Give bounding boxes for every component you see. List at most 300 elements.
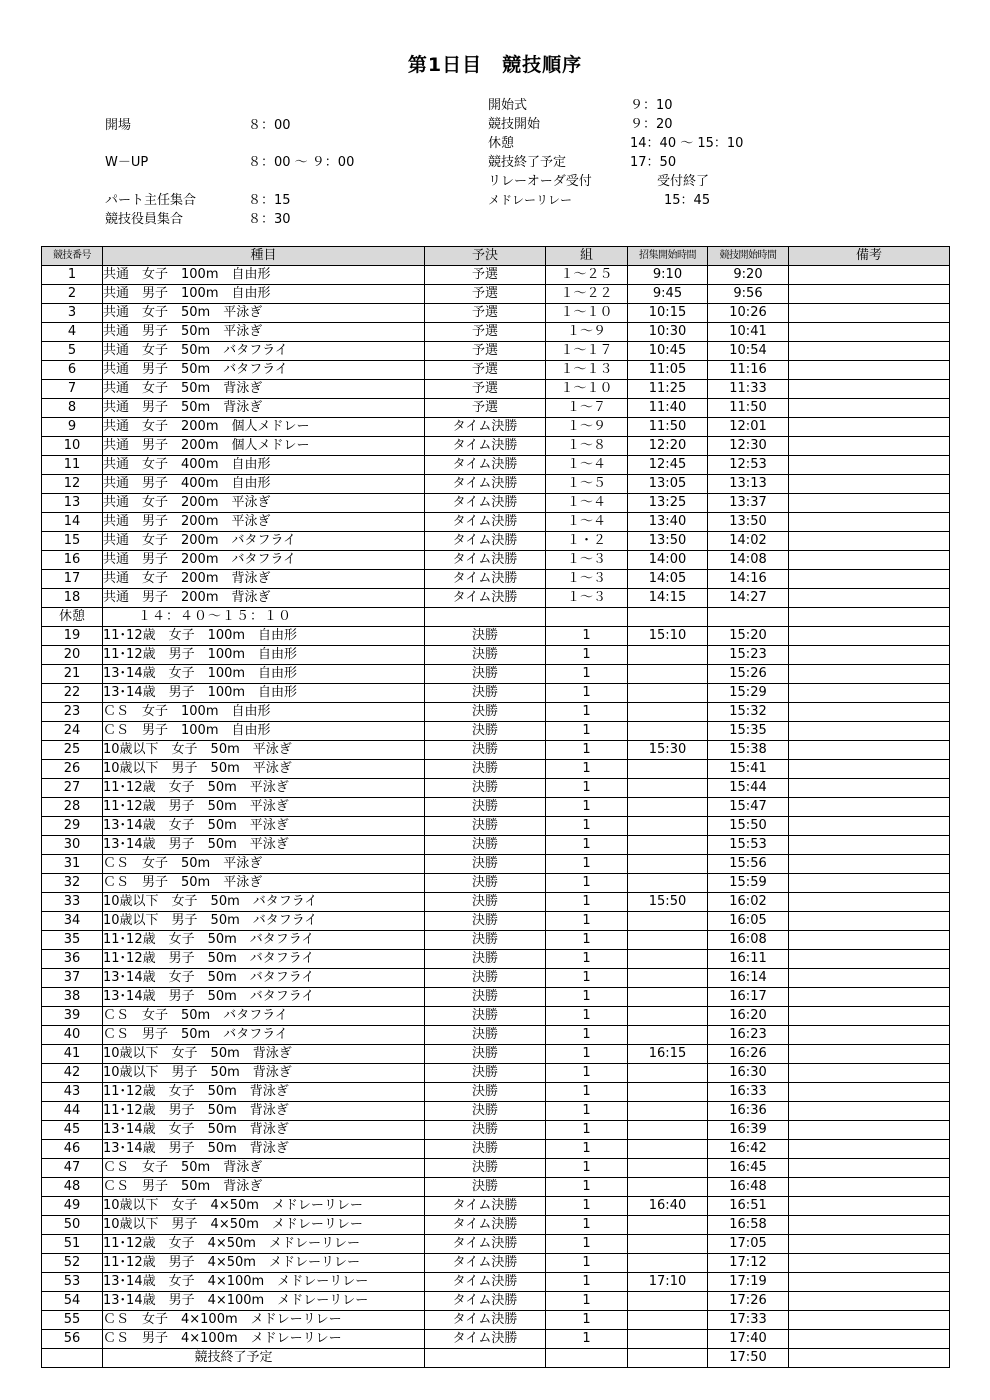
table-row [42,570,950,589]
notes-cell [789,304,950,323]
event-number-cell: 56 [42,1330,103,1349]
round-cell: タイム決勝 [425,570,546,589]
event-name-cell: 13･14歳 女子 50m 平泳ぎ [103,817,425,836]
heat-cell: １～８ [546,437,628,456]
call-time-cell: 15:10 [628,627,708,646]
start-time-cell: 10:26 [708,304,789,323]
notes-cell [789,1273,950,1292]
event-name-cell: 10歳以下 男子 50m 平泳ぎ [103,760,425,779]
heat-cell: 1 [546,1311,628,1330]
heat-cell: 1 [546,722,628,741]
round-cell: 決勝 [425,665,546,684]
end-label: 競技終了予定 [103,1349,425,1368]
notes-cell [789,1121,950,1140]
table-row [42,950,950,969]
event-number-cell: 16 [42,551,103,570]
event-name-cell: 13･14歳 女子 4×100m メドレーリレー [103,1273,425,1292]
event-name-cell: ＣＳ 女子 50m 平泳ぎ [103,855,425,874]
round-cell: 決勝 [425,1159,546,1178]
round-cell: 決勝 [425,627,546,646]
event-number-cell: 40 [42,1026,103,1045]
round-cell: タイム決勝 [425,418,546,437]
notes-cell [789,1254,950,1273]
table-row [42,969,950,988]
event-name-cell: 10歳以下 女子 4×50m メドレーリレー [103,1197,425,1216]
notes-cell [789,437,950,456]
notes-cell [789,285,950,304]
table-row [42,1083,950,1102]
round-cell: 決勝 [425,779,546,798]
round-cell: 予選 [425,361,546,380]
notes-cell [789,418,950,437]
table-row [42,760,950,779]
table-row [42,779,950,798]
schedule-label: W－UP [105,155,149,170]
table-row [42,399,950,418]
start-time-cell: 15:59 [708,874,789,893]
round-cell: タイム決勝 [425,532,546,551]
event-name-cell: 共通 男子 200m 平泳ぎ [103,513,425,532]
heat-cell: １～４ [546,513,628,532]
notes-cell [789,1064,950,1083]
table-row [42,741,950,760]
notes-cell [789,836,950,855]
schedule-label: 競技終了予定 [488,155,567,170]
start-time-cell: 16:48 [708,1178,789,1197]
event-name-cell: ＣＳ 男子 100m 自由形 [103,722,425,741]
notes-cell [789,988,950,1007]
start-time-cell: 16:51 [708,1197,789,1216]
call-time-cell: 13:50 [628,532,708,551]
call-time-cell [628,1121,708,1140]
notes-cell [789,589,950,608]
start-time-cell: 15:23 [708,646,789,665]
notes-cell [789,665,950,684]
call-time-cell: 11:40 [628,399,708,418]
table-row [42,893,950,912]
round-cell: 予選 [425,266,546,285]
event-name-cell: 11･12歳 女子 50m バタフライ [103,931,425,950]
round-cell: タイム決勝 [425,1311,546,1330]
notes-cell [789,475,950,494]
round-cell: タイム決勝 [425,1273,546,1292]
start-time-cell: 15:50 [708,817,789,836]
event-name-cell: 共通 女子 400m 自由形 [103,456,425,475]
round-cell: 決勝 [425,912,546,931]
heat-cell: １～３ [546,570,628,589]
start-time-cell: 17:33 [708,1311,789,1330]
event-name-cell: ＣＳ 女子 100m 自由形 [103,703,425,722]
call-time-cell: 16:15 [628,1045,708,1064]
notes-cell [789,912,950,931]
notes-cell [789,722,950,741]
round-cell: 決勝 [425,760,546,779]
event-number-cell: 44 [42,1102,103,1121]
start-time-cell: 9:20 [708,266,789,285]
schedule-value: 14：40 ～ 15：10 [630,136,744,151]
call-time-cell [628,1026,708,1045]
call-time-cell [628,1330,708,1349]
schedule-value: ８：00 [248,118,291,133]
call-time-cell [628,817,708,836]
table-row [42,912,950,931]
event-name-cell: 11･12歳 女子 100m 自由形 [103,627,425,646]
call-time-cell [628,665,708,684]
event-name-cell: 共通 男子 50m バタフライ [103,361,425,380]
event-number-cell: 13 [42,494,103,513]
start-time-cell: 15:35 [708,722,789,741]
event-name-cell: 11･12歳 女子 4×50m メドレーリレー [103,1235,425,1254]
table-row [42,703,950,722]
round-cell: 予選 [425,323,546,342]
start-time-cell: 12:53 [708,456,789,475]
round-cell: タイム決勝 [425,475,546,494]
call-time-cell [628,1159,708,1178]
table-header-row [42,247,950,266]
schedule-value: ８：15 [248,193,291,208]
start-time-cell: 15:44 [708,779,789,798]
event-number-cell: 47 [42,1159,103,1178]
event-name-cell: 11･12歳 女子 50m 背泳ぎ [103,1083,425,1102]
heat-cell: １～２５ [546,266,628,285]
notes-cell [789,817,950,836]
event-number-cell: 49 [42,1197,103,1216]
event-number-cell: 53 [42,1273,103,1292]
event-name-cell: ＣＳ 女子 4×100m メドレーリレー [103,1311,425,1330]
event-name-cell: ＣＳ 男子 50m 平泳ぎ [103,874,425,893]
start-time-cell: 11:50 [708,399,789,418]
event-number-cell: 22 [42,684,103,703]
notes-cell [789,1178,950,1197]
call-time-cell [628,779,708,798]
event-name-cell: 11･12歳 女子 50m 平泳ぎ [103,779,425,798]
event-number-cell: 29 [42,817,103,836]
notes-cell [789,741,950,760]
event-name-cell: 13･14歳 男子 100m 自由形 [103,684,425,703]
notes-cell [789,1007,950,1026]
event-number-cell: 50 [42,1216,103,1235]
start-time-cell: 17:12 [708,1254,789,1273]
notes-cell [789,513,950,532]
notes-cell [789,684,950,703]
event-number-cell: 1 [42,266,103,285]
call-time-cell [628,703,708,722]
end-time: 17:50 [708,1349,789,1368]
schedule-value: ９：10 [630,98,673,113]
empty-cell [546,1349,628,1368]
heat-cell: 1 [546,646,628,665]
notes-cell [789,266,950,285]
break-label: 休憩 [42,608,103,627]
start-time-cell: 16:39 [708,1121,789,1140]
event-number-cell: 38 [42,988,103,1007]
call-time-cell: 15:30 [628,741,708,760]
table-row [42,1311,950,1330]
heat-cell: 1 [546,741,628,760]
notes-cell [789,1197,950,1216]
start-time-cell: 10:41 [708,323,789,342]
event-name-cell: 共通 男子 200m 個人メドレー [103,437,425,456]
round-cell: 決勝 [425,969,546,988]
round-cell: タイム決勝 [425,551,546,570]
round-cell: タイム決勝 [425,456,546,475]
table-row [42,304,950,323]
call-time-cell: 11:05 [628,361,708,380]
schedule-label: 開場 [105,118,132,133]
event-name-cell: ＣＳ 男子 4×100m メドレーリレー [103,1330,425,1349]
event-number-cell: 30 [42,836,103,855]
round-cell: 予選 [425,380,546,399]
start-time-cell: 15:32 [708,703,789,722]
table-row [42,532,950,551]
event-name-cell: 13･14歳 女子 50m 背泳ぎ [103,1121,425,1140]
event-name-cell: 11･12歳 男子 50m バタフライ [103,950,425,969]
table-row [42,874,950,893]
event-name-cell: 13･14歳 男子 4×100m メドレーリレー [103,1292,425,1311]
table-row [42,1121,950,1140]
event-name-cell: 共通 男子 50m 平泳ぎ [103,323,425,342]
start-time-cell: 16:58 [708,1216,789,1235]
table-row [42,266,950,285]
table-row [42,1045,950,1064]
heat-cell: 1 [546,1140,628,1159]
start-time-cell: 16:42 [708,1140,789,1159]
header-notes: 備考 [789,247,950,266]
heat-cell: １～４ [546,456,628,475]
table-row [42,1292,950,1311]
notes-cell [789,1083,950,1102]
start-time-cell: 16:36 [708,1102,789,1121]
break-time: １４：４０～１５：１０ [103,608,425,627]
event-name-cell: 11･12歳 男子 50m 背泳ぎ [103,1102,425,1121]
heat-cell: 1 [546,1083,628,1102]
round-cell: 決勝 [425,1178,546,1197]
heat-cell: 1 [546,988,628,1007]
start-time-cell: 9:56 [708,285,789,304]
start-time-cell: 16:45 [708,1159,789,1178]
table-row [42,494,950,513]
break-row [42,608,950,627]
round-cell: 予選 [425,342,546,361]
event-number-cell: 41 [42,1045,103,1064]
call-time-cell: 13:40 [628,513,708,532]
event-number-cell: 17 [42,570,103,589]
table-row [42,646,950,665]
schedule-label: 競技開始 [488,117,541,132]
empty-cell [546,608,628,627]
event-number-cell: 35 [42,931,103,950]
event-name-cell: 共通 男子 100m 自由形 [103,285,425,304]
notes-cell [789,1330,950,1349]
header-heat: 組 [546,247,628,266]
event-name-cell: 共通 女子 50m 背泳ぎ [103,380,425,399]
heat-cell: １～１０ [546,380,628,399]
table-row [42,665,950,684]
heat-cell: 1 [546,1121,628,1140]
start-time-cell: 16:30 [708,1064,789,1083]
table-row [42,285,950,304]
notes-cell [789,1235,950,1254]
start-time-cell: 14:08 [708,551,789,570]
event-number-cell: 9 [42,418,103,437]
header-event: 種目 [103,247,425,266]
notes-cell [789,627,950,646]
round-cell: タイム決勝 [425,1254,546,1273]
event-number-cell: 46 [42,1140,103,1159]
event-number-cell: 6 [42,361,103,380]
event-name-cell: 10歳以下 女子 50m 背泳ぎ [103,1045,425,1064]
start-time-cell: 12:01 [708,418,789,437]
call-time-cell [628,1178,708,1197]
heat-cell: 1 [546,1254,628,1273]
notes-cell [789,1102,950,1121]
notes-cell [789,551,950,570]
notes-cell [789,893,950,912]
round-cell: 決勝 [425,741,546,760]
round-cell: タイム決勝 [425,1292,546,1311]
call-time-cell [628,1007,708,1026]
table-row [42,1007,950,1026]
notes-cell [789,342,950,361]
table-row [42,855,950,874]
notes-cell [789,456,950,475]
schedule-value: 15：45 [664,193,711,208]
event-number-cell: 52 [42,1254,103,1273]
start-time-cell: 15:20 [708,627,789,646]
heat-cell: 1 [546,1007,628,1026]
call-time-cell [628,931,708,950]
heat-cell: 1 [546,665,628,684]
round-cell: 予選 [425,285,546,304]
start-time-cell: 15:47 [708,798,789,817]
heat-cell: １～１０ [546,304,628,323]
round-cell: 決勝 [425,1045,546,1064]
event-number-cell: 19 [42,627,103,646]
notes-cell [789,323,950,342]
table-row [42,684,950,703]
round-cell: タイム決勝 [425,1235,546,1254]
call-time-cell [628,1102,708,1121]
heat-cell: 1 [546,1197,628,1216]
event-number-cell: 20 [42,646,103,665]
event-name-cell: ＣＳ 女子 50m 背泳ぎ [103,1159,425,1178]
round-cell: タイム決勝 [425,494,546,513]
call-time-cell: 14:05 [628,570,708,589]
heat-cell: 1 [546,1216,628,1235]
notes-cell [789,779,950,798]
call-time-cell [628,684,708,703]
event-number-cell: 11 [42,456,103,475]
call-time-cell [628,836,708,855]
call-time-cell [628,646,708,665]
event-name-cell: 共通 男子 50m 背泳ぎ [103,399,425,418]
notes-cell [789,1140,950,1159]
start-time-cell: 17:40 [708,1330,789,1349]
table-row [42,627,950,646]
heat-cell: １～７ [546,399,628,418]
event-number-cell: 37 [42,969,103,988]
event-name-cell: 13･14歳 男子 50m 背泳ぎ [103,1140,425,1159]
heat-cell: １～９ [546,323,628,342]
start-time-cell: 16:33 [708,1083,789,1102]
start-time-cell: 16:26 [708,1045,789,1064]
schedule-value: 受付終了 [657,174,710,189]
notes-cell [789,931,950,950]
call-time-cell [628,1254,708,1273]
heat-cell: 1 [546,950,628,969]
schedule-label: 競技役員集合 [105,212,184,227]
heat-cell: 1 [546,1102,628,1121]
notes-cell [789,361,950,380]
notes-cell [789,380,950,399]
start-time-cell: 16:08 [708,931,789,950]
heat-cell: 1 [546,627,628,646]
call-time-cell [628,912,708,931]
event-name-cell: 10歳以下 男子 50m バタフライ [103,912,425,931]
schedule-value: ８：00 ～ ９：00 [248,155,355,170]
heat-cell: １・２ [546,532,628,551]
end-row [42,1349,950,1368]
round-cell: 決勝 [425,950,546,969]
start-time-cell: 16:05 [708,912,789,931]
call-time-cell [628,1292,708,1311]
event-name-cell: 共通 男子 200m バタフライ [103,551,425,570]
table-row [42,817,950,836]
event-number-cell: 43 [42,1083,103,1102]
notes-cell [789,950,950,969]
start-time-cell: 15:29 [708,684,789,703]
heat-cell: 1 [546,703,628,722]
event-number-cell: 25 [42,741,103,760]
round-cell: 決勝 [425,1007,546,1026]
event-name-cell: 13･14歳 男子 50m バタフライ [103,988,425,1007]
heat-cell: 1 [546,760,628,779]
heat-cell: １～４ [546,494,628,513]
schedule-value: ９：20 [630,117,673,132]
start-time-cell: 15:41 [708,760,789,779]
event-number-cell: 23 [42,703,103,722]
start-time-cell: 14:02 [708,532,789,551]
heat-cell: １～２２ [546,285,628,304]
round-cell: 決勝 [425,646,546,665]
table-row [42,437,950,456]
schedule-label: 休憩 [488,136,515,151]
heat-cell: 1 [546,1045,628,1064]
round-cell: 決勝 [425,874,546,893]
schedule-label: メドレーリレー [488,193,573,207]
event-number-cell: 39 [42,1007,103,1026]
table-row [42,1235,950,1254]
table-row [42,323,950,342]
table-row [42,380,950,399]
round-cell: タイム決勝 [425,1216,546,1235]
start-time-cell: 16:02 [708,893,789,912]
event-name-cell: 13･14歳 男子 50m 平泳ぎ [103,836,425,855]
start-time-cell: 16:20 [708,1007,789,1026]
table-row [42,361,950,380]
round-cell: タイム決勝 [425,513,546,532]
schedule-value: 17：50 [630,155,677,170]
call-time-cell [628,1235,708,1254]
heat-cell: 1 [546,684,628,703]
heat-cell: １～９ [546,418,628,437]
schedule-opening [105,116,131,135]
round-cell: 決勝 [425,931,546,950]
round-cell: 決勝 [425,1064,546,1083]
table-row [42,1330,950,1349]
call-time-cell: 12:20 [628,437,708,456]
event-number-cell: 21 [42,665,103,684]
